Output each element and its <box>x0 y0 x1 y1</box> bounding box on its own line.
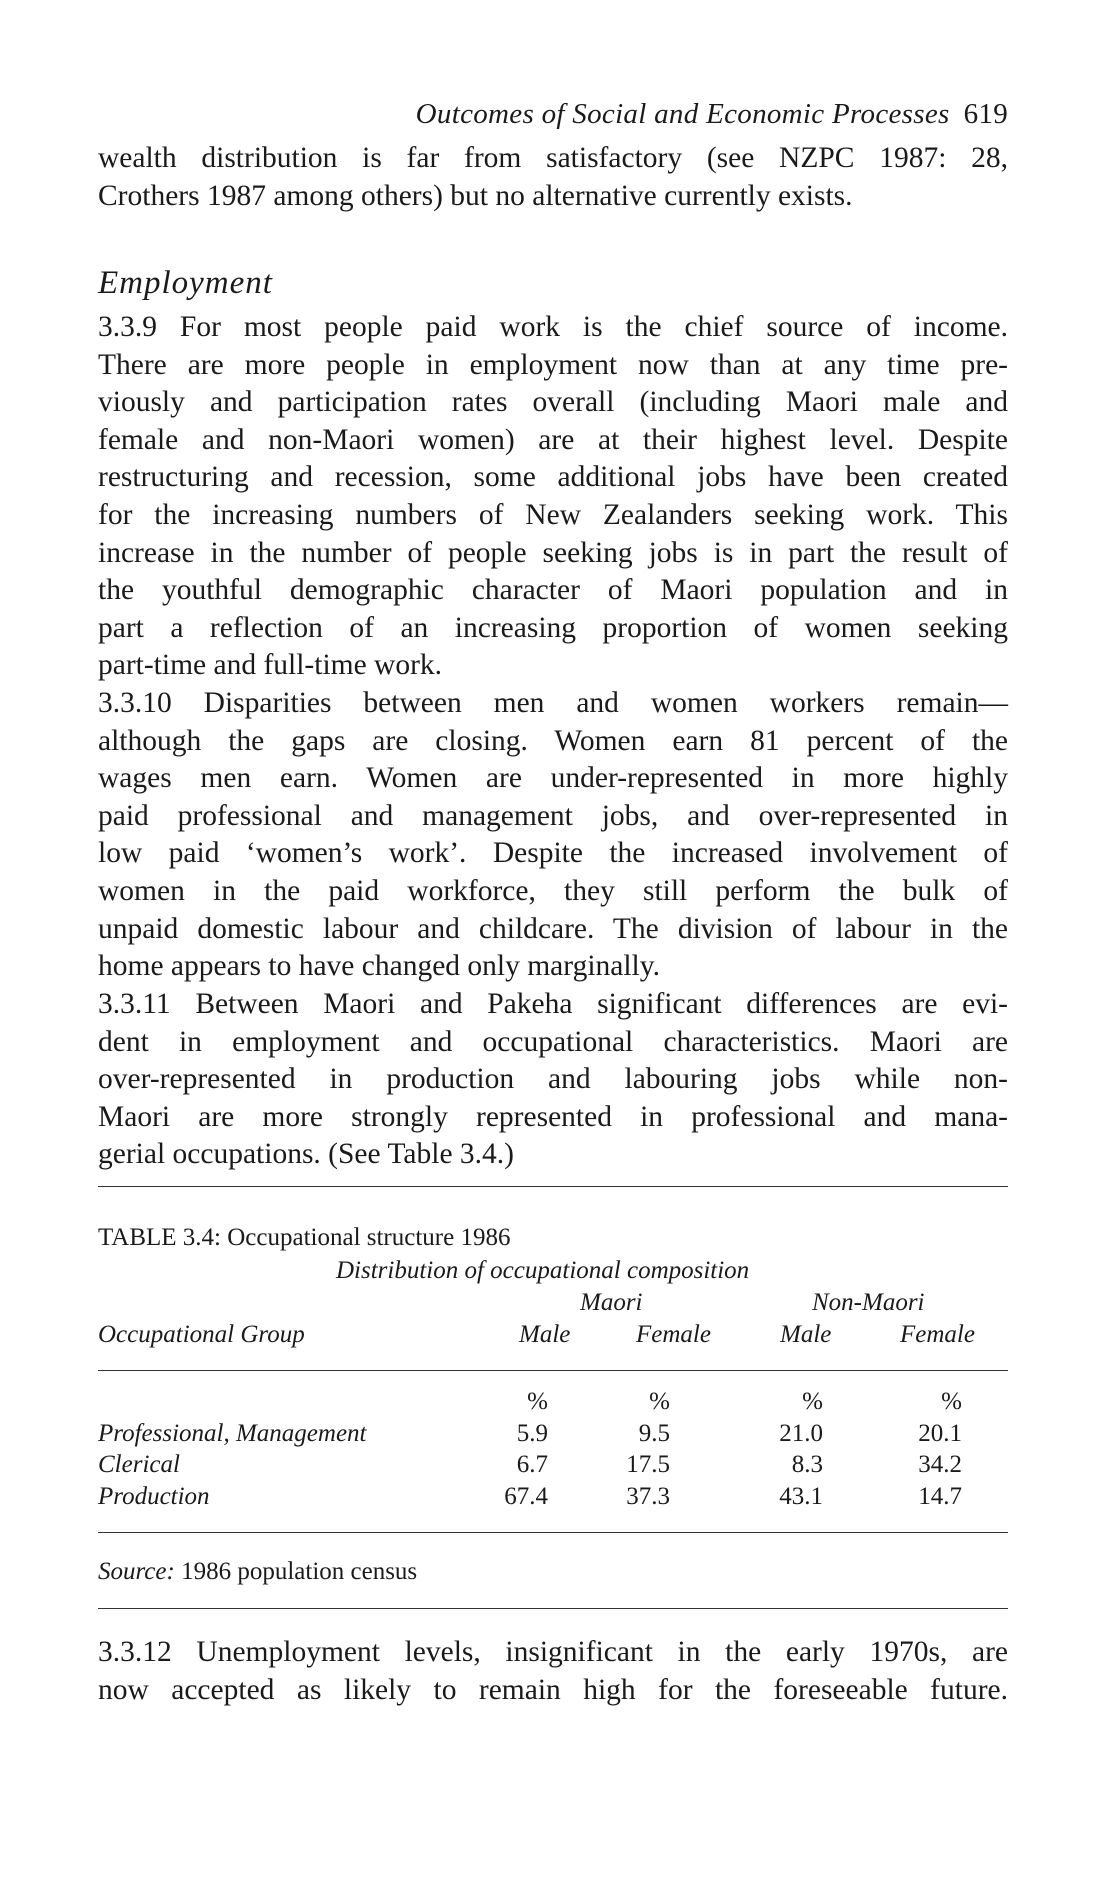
table-header-rule <box>98 1370 1008 1371</box>
table-cell-group: Production <box>98 1483 210 1510</box>
text-line: 3.3.10 Disparities between men and women workers remain— <box>98 687 1008 719</box>
page-number: 619 <box>963 98 1008 130</box>
table-cell: 37.3 <box>626 1483 670 1510</box>
text-line: part-time and full-time work. <box>98 649 443 682</box>
table-unit: % <box>649 1388 670 1415</box>
text-line: gerial occupations. (See Table 3.4.) <box>98 1138 514 1171</box>
text-line: wages men earn. Women are under-represented in more highly <box>98 762 1008 795</box>
table-cell-group: Clerical <box>98 1451 180 1478</box>
text-line: increase in the number of people seeking jobs is in part the result of <box>98 536 1008 569</box>
running-header <box>98 98 1008 131</box>
table-col-occupational-group: Occupational Group <box>98 1321 305 1348</box>
table-cell-group: Professional, Management <box>98 1420 367 1447</box>
text-line: the youthful demographic character of Maori population and in <box>98 574 1008 607</box>
table-caption: TABLE 3.4: Occupational structure 1986 <box>98 1224 511 1251</box>
text-line: women in the paid workforce, they still perform the bulk of <box>98 874 1008 907</box>
table-end-rule <box>98 1608 1008 1609</box>
table-col-maori-female: Female <box>636 1321 711 1348</box>
table-col-nonmaori-male: Male <box>780 1321 832 1348</box>
text-line: part a reflection of an increasing proportion of women seeking <box>98 611 1008 644</box>
paragraph-3-3-9 <box>98 309 1008 685</box>
table-cell: 5.9 <box>516 1420 548 1447</box>
text-line: 3.3.11 Between Maori and Pakeha significant differences are evi- <box>98 988 1008 1020</box>
table-cell: 21.0 <box>779 1420 823 1447</box>
table-source <box>98 1558 417 1586</box>
table-col-nonmaori-female: Female <box>900 1321 975 1348</box>
text-line: 3.3.12 Unemployment levels, insignificant in the early 1970s, are <box>98 1636 1008 1668</box>
text-line: restructuring and recession, some additional jobs have been created <box>98 461 1008 494</box>
text-line: unpaid domestic labour and childcare. The division of labour in the <box>98 912 1008 945</box>
table-top-rule <box>98 1186 1008 1187</box>
section-heading: Employment <box>98 265 273 301</box>
text-line: Crothers 1987 among others) but no alternative currently exists. <box>98 179 853 212</box>
table-source-text: 1986 population census <box>181 1558 418 1585</box>
paragraph-3-3-11 <box>98 986 1008 1174</box>
table-cell: 14.7 <box>918 1483 962 1510</box>
table-unit: % <box>802 1388 823 1415</box>
table-cell: 17.5 <box>626 1451 670 1478</box>
text-line: although the gaps are closing. Women earn 81 percent of the <box>98 724 1008 757</box>
table-cell: 34.2 <box>918 1451 962 1478</box>
paragraph-3-3-10 <box>98 685 1008 986</box>
table-cell: 43.1 <box>779 1483 823 1510</box>
table-cell: 8.3 <box>791 1451 823 1478</box>
table-super-header: Distribution of occupational composition <box>336 1257 750 1284</box>
table-cell: 20.1 <box>918 1420 962 1447</box>
table-cell: 67.4 <box>504 1483 548 1510</box>
running-title: Outcomes of Social and Economic Processes <box>415 98 950 130</box>
text-line: 3.3.9 For most people paid work is the chief source of income. <box>98 311 1008 343</box>
text-line: There are more people in employment now than at any time pre- <box>98 348 1008 381</box>
table-unit: % <box>527 1388 548 1415</box>
opening-paragraph <box>98 140 1008 215</box>
text-line: over-represented in production and labouring jobs while non- <box>98 1063 1008 1096</box>
text-line: Maori are more strongly represented in professional and mana- <box>98 1100 1008 1133</box>
text-line: paid professional and management jobs, and over-represented in <box>98 799 1008 832</box>
table-group-maori: Maori <box>580 1289 643 1316</box>
paragraph-3-3-12 <box>98 1634 1008 1709</box>
text-line: wealth distribution is far from satisfactory (see NZPC 1987: 28, <box>98 142 1008 174</box>
table-bottom-rule <box>98 1532 1008 1533</box>
text-line: for the increasing numbers of New Zealanders seeking work. This <box>98 498 1008 531</box>
text-line: viously and participation rates overall (including Maori male and <box>98 386 1008 419</box>
text-line: home appears to have changed only marginally. <box>98 950 660 983</box>
table-cell: 9.5 <box>638 1420 670 1447</box>
text-line: now accepted as likely to remain high for the foreseeable future. <box>98 1673 1008 1706</box>
text-line: dent in employment and occupational characteristics. Maori are <box>98 1025 1008 1058</box>
table-cell: 6.7 <box>516 1451 548 1478</box>
text-line: female and non-Maori women) are at their highest level. Despite <box>98 423 1008 456</box>
table-source-label: Source: <box>98 1558 175 1585</box>
table-col-maori-male: Male <box>519 1321 571 1348</box>
table-group-nonmaori: Non-Maori <box>812 1289 925 1316</box>
table-unit: % <box>941 1388 962 1415</box>
text-line: low paid ‘women’s work’. Despite the increased involvement of <box>98 837 1008 870</box>
